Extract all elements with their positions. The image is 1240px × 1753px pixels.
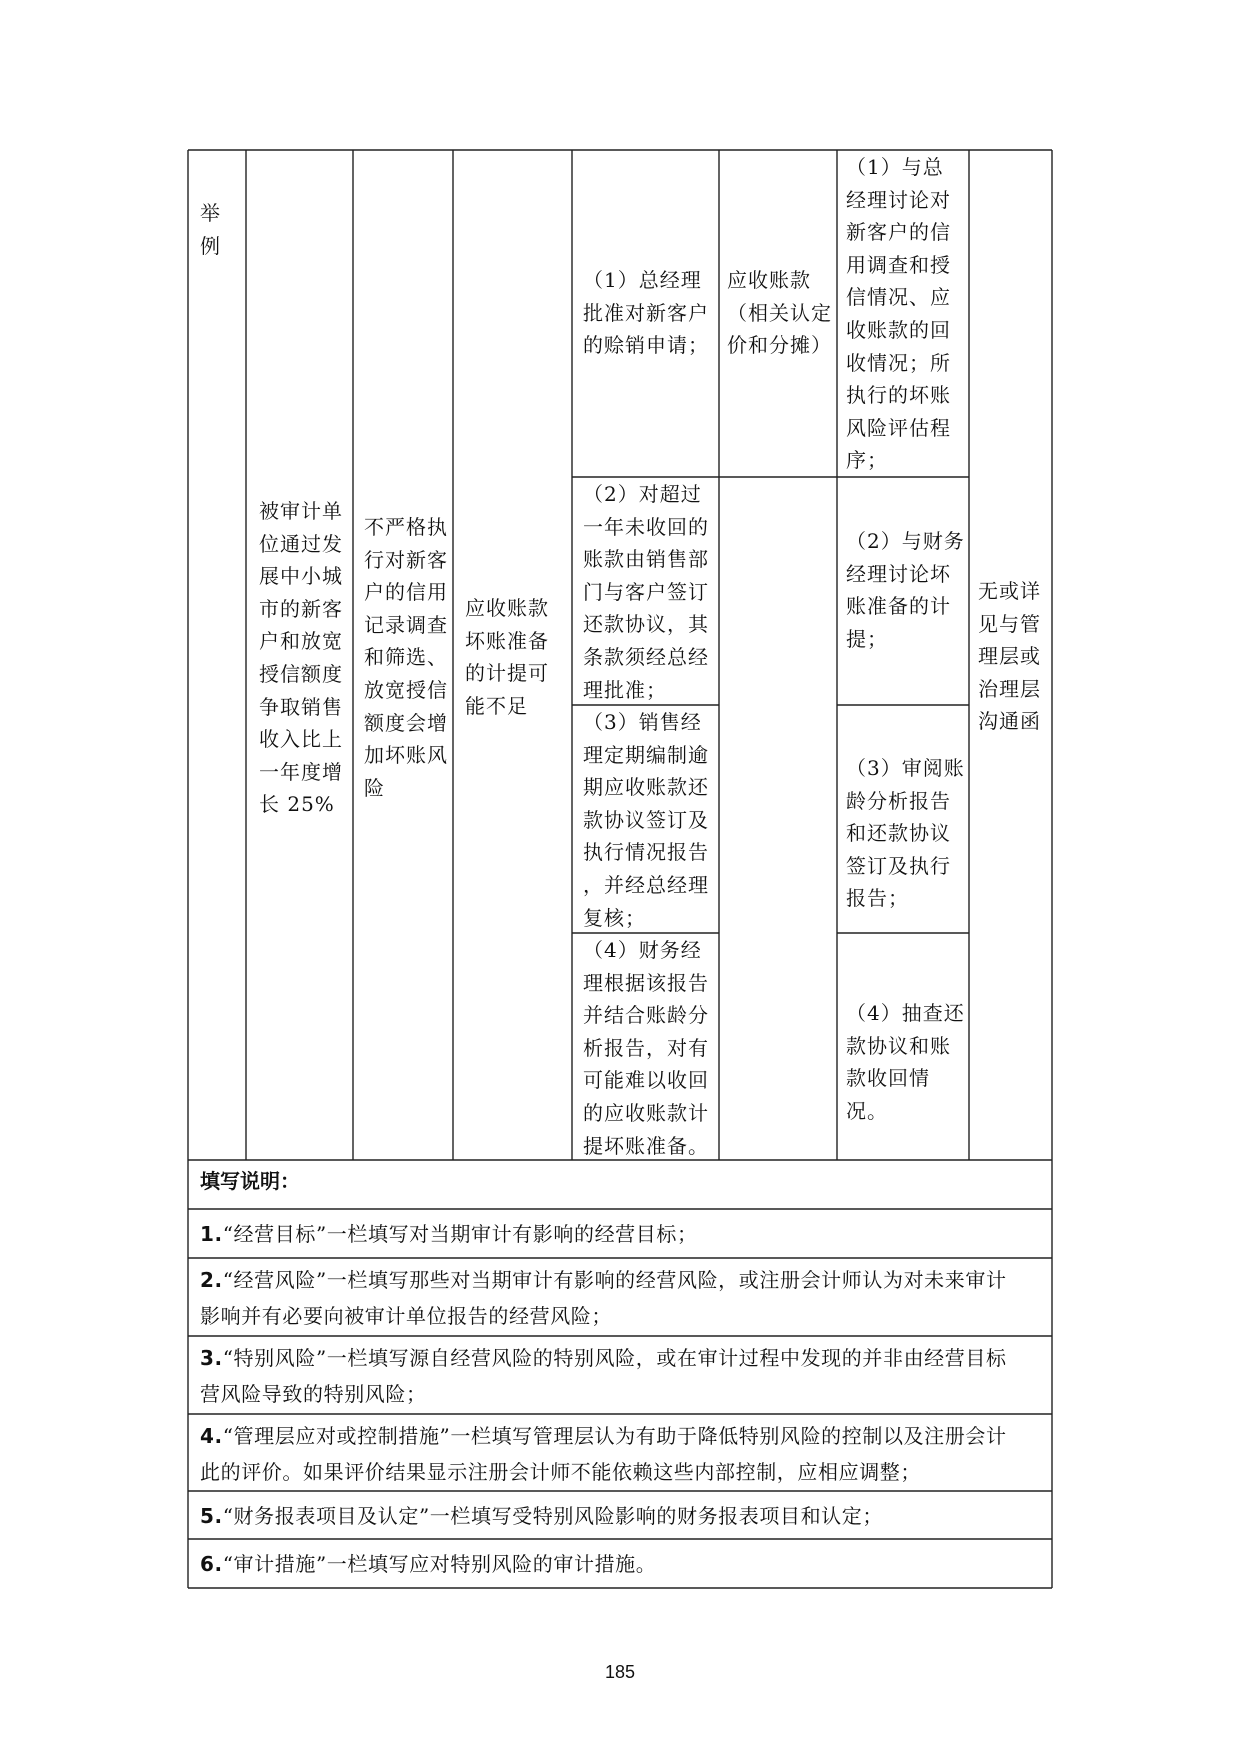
instruction-item-3 [200,1340,1048,1412]
instruction-item-6 [200,1546,1048,1582]
business-risk-cell: 不严格执 行对新客 户的信用 记录调查 和筛选、 放宽授信 额度会增 加坏账风 险 [364,515,448,800]
instruction-item-5 [200,1498,1048,1534]
control-1-cell: （1）总经理 批准对新客户 的赊销申请； [583,268,709,358]
fs-item-cell: 应收账款 （相关认定 价和分摊） [727,268,832,358]
page-number: 185 [604,1662,636,1682]
instruction-number: 3. [200,1346,223,1370]
business-objective-cell: 被审计单 位通过发 展中小城 市的新客 户和放宽 授信额度 争取销售 收入比上 一年度增 长 25% [259,499,343,817]
instruction-text: “审计措施”一栏填写应对特别风险的审计措施。 [222,1552,657,1576]
instruction-number: 6. [200,1552,223,1576]
audit-measure-2-cell: （2）与财务 经理讨论坏 账准备的计 提； [846,529,965,651]
instruction-item-2 [200,1262,1048,1334]
instruction-text: “经营风险”一栏填写那些对当期审计有影响的经营风险，或注册会计师认为对未来审计 影响并有必要向被审计单位报告的经营风险； [200,1268,1007,1328]
instruction-item-1 [200,1216,1048,1252]
instruction-text: “经营目标”一栏填写对当期审计有影响的经营目标； [222,1222,698,1246]
row-label-example: 举 例 [200,201,221,258]
instruction-number: 1. [200,1222,223,1246]
instructions-heading: 填写说明： [200,1169,300,1193]
audit-measure-3-cell: （3）审阅账 龄分析报告 和还款协议 签订及执行 报告； [846,756,965,911]
audit-measure-4-cell: （4）抽查还 款协议和账 款收回情况。 [846,1001,965,1123]
instruction-number: 2. [200,1268,223,1292]
communication-cell: 无或详 见与管 理层或 治理层 沟通函 [978,579,1041,734]
instruction-text: “财务报表项目及认定”一栏填写受特别风险影响的财务报表项目和认定； [222,1504,883,1528]
audit-measure-1-cell: （1）与总 经理讨论对 新客户的信 用调查和授 信情况、应 收账款的回 收情况；所 执行的坏账 风险评估程 序； [846,155,951,473]
control-3-cell: （3）销售经 理定期编制逾 期应收账款还 款协议签订及 执行情况报告 ，并经总经理 复核； [583,710,709,930]
instruction-text: “管理层应对或控制措施”一栏填写管理层认为有助于降低特别风险的控制以及注册会计 此的评价。如果评价结果显示注册会计师不能依赖这些内部控制，应相应调整； [200,1424,1007,1484]
special-risk-cell: 应收账款 坏账准备 的计提可 能不足 [465,596,549,718]
control-2-cell: （2）对超过 一年未收回的 账款由销售部 门与客户签订 还款协议，其 条款须经总经 理批准； [583,482,709,702]
instruction-text: “特别风险”一栏填写源自经营风险的特别风险，或在审计过程中发现的并非由经营目标 营风险导致的特别风险； [200,1346,1007,1406]
control-4-cell: （4）财务经 理根据该报告 并结合账龄分 析报告，对有 可能难以收回 的应收账款计 提坏账准备。 [583,938,709,1158]
instruction-number: 4. [200,1424,223,1448]
instruction-item-4 [200,1418,1048,1490]
instruction-number: 5. [200,1504,223,1528]
